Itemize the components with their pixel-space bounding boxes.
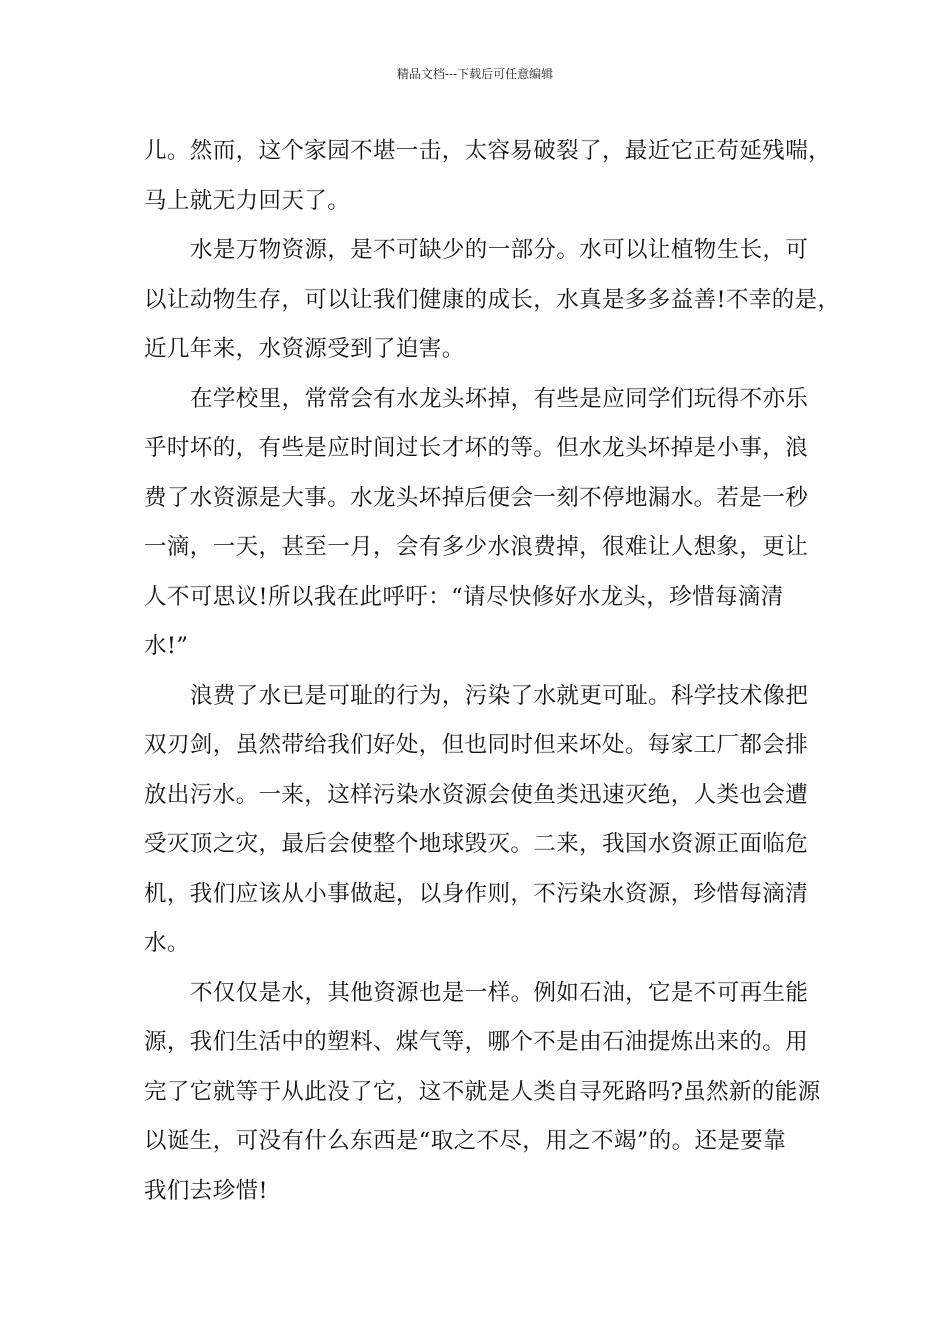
paragraph-line: 近几年来，水资源受到了迫害。: [144, 336, 465, 362]
paragraph-line: 机，我们应该从小事做起，以身作则，不污染水资源，珍惜每滴清: [144, 880, 809, 907]
paragraph-line: 完了它就等于从此没了它，这不就是人类自寻死路吗?虽然新的能源: [144, 1078, 821, 1105]
paragraph-line: 源，我们生活中的塑料、煤气等，哪个不是由石油提炼出来的。用: [144, 1029, 809, 1055]
paragraph-line: 在学校里，常常会有水龙头坏掉，有些是应同学们玩得不亦乐: [190, 385, 809, 412]
paragraph-line: 水。: [144, 930, 190, 956]
paragraph-line: 一滴，一天，甚至一月，会有多少水浪费掉，很难让人想象，更让: [144, 534, 809, 560]
paragraph-line: 水!”: [144, 633, 189, 659]
document-body: [144, 127, 841, 1216]
paragraph-line: 乎时坏的，有些是应时间过长才坏的等。但水龙头坏掉是小事，浪: [144, 435, 809, 461]
paragraph-line: 放出污水。一来，这样污染水资源会使鱼类迅速灭绝，人类也会遭: [144, 781, 809, 808]
paragraph-line: 水是万物资源，是不可缺少的一部分。水可以让植物生长，可: [190, 237, 809, 263]
paragraph-line: 马上就无力回天了。: [144, 187, 351, 214]
paragraph-line: 以诞生，可没有什么东西是“取之不尽，用之不竭”的。还是要靠: [144, 1128, 787, 1154]
paragraph-line: 儿。然而，这个家园不堪一击，太容易破裂了，最近它正苟延残喘，: [144, 138, 832, 164]
paragraph-line: 以让动物生存，可以让我们健康的成长，水真是多多益善!不幸的是，: [144, 286, 841, 313]
paragraph-line: 我们去珍惜!: [144, 1177, 268, 1204]
paragraph-line: 双刃剑，虽然带给我们好处，但也同时但来坏处。每家工厂都会排: [144, 732, 809, 758]
paragraph-line: 人不可思议!所以我在此呼吁：“请尽快修好水龙头，珍惜每滴清: [144, 583, 784, 610]
paragraph-line: 费了水资源是大事。水龙头坏掉后便会一刻不停地漏水。若是一秒: [144, 484, 809, 511]
paragraph-line: 受灭顶之灾，最后会使整个地球毁灭。二来，我国水资源正面临危: [144, 831, 809, 857]
page-header: 精品文档---下载后可任意编辑: [396, 67, 554, 81]
paragraph-line: 浪费了水已是可耻的行为，污染了水就更可耻。科学技术像把: [190, 682, 809, 709]
paragraph-line: 不仅仅是水，其他资源也是一样。例如石油，它是不可再生能: [190, 979, 809, 1006]
